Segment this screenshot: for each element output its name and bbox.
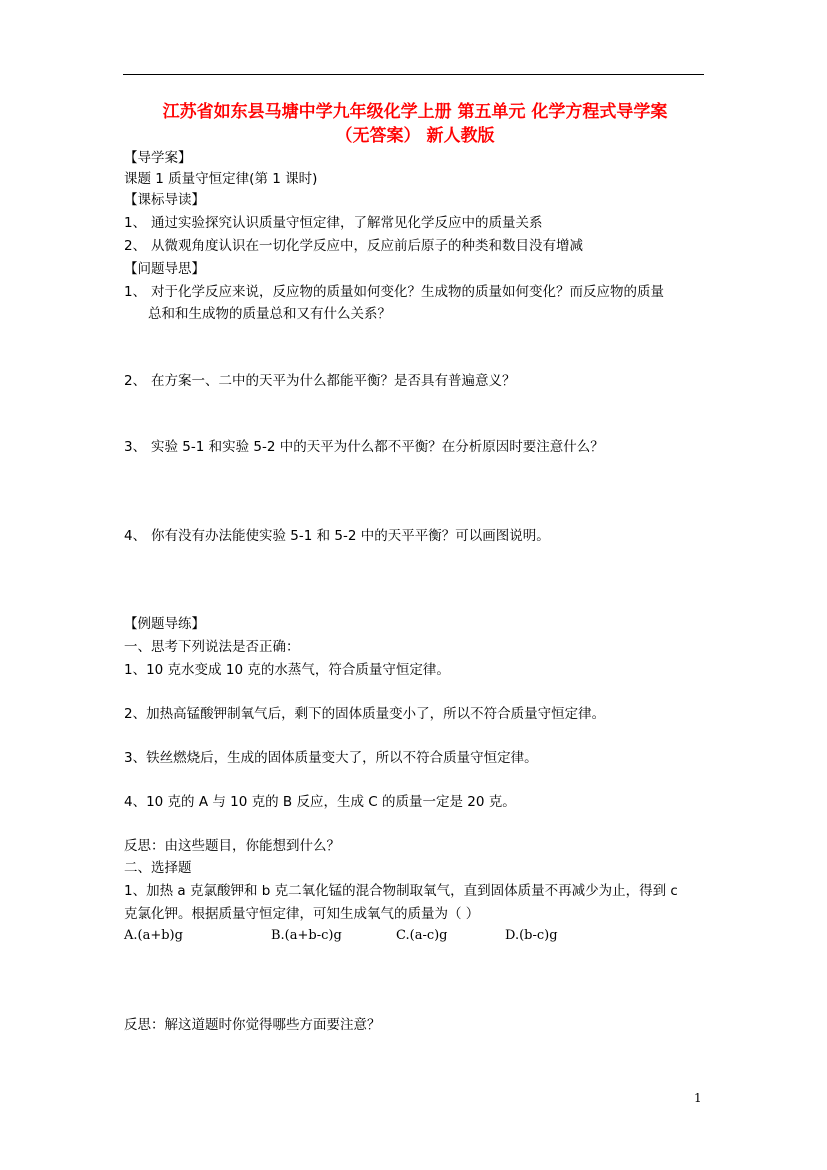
standard-text: 通过实验探究认识质量守恒定律，了解常见化学反应中的质量关系 — [151, 215, 543, 231]
option-b: B.(a+b-c)g — [271, 928, 342, 943]
question-number: 3、 — [124, 439, 147, 455]
standard-item — [124, 213, 543, 233]
question-item — [124, 526, 550, 546]
page-number: 1 — [694, 1091, 702, 1105]
question-text: 你有没有办法能使实验 5-1 和 5-2 中的天平平衡？可以画图说明。 — [151, 528, 550, 544]
standards-header: 【课标导读】 — [124, 192, 205, 208]
option-c: C.(a-c)g — [396, 928, 448, 943]
mc-question-line-1: 1、加热 a 克氯酸钾和 b 克二氧化锰的混合物制取氧气，直到固体质量不再减少为止，得到 c — [124, 883, 678, 899]
question-text: 在方案一、二中的天平为什么都能平衡？是否具有普遍意义？ — [151, 373, 516, 389]
statement-item: 4、10 克的 A 与 10 克的 B 反应，生成 C 的质量一定是 20 克。 — [124, 794, 516, 810]
standard-item — [124, 236, 583, 256]
question-number: 1、 — [124, 284, 147, 300]
option-a: A.(a+b)g — [124, 928, 183, 943]
reflection-prompt: 反思：由这些题目，你能想到什么？ — [124, 838, 340, 854]
question-number: 4、 — [124, 528, 147, 544]
question-item — [124, 371, 516, 391]
statement-item: 2、加热高锰酸钾制氧气后，剩下的固体质量变小了，所以不符合质量守恒定律。 — [124, 706, 606, 722]
statement-item: 3、铁丝燃烧后，生成的固体质量变大了，所以不符合质量守恒定律。 — [124, 750, 538, 766]
question-item — [124, 282, 664, 302]
question-text: 对于化学反应来说，反应物的质量如何变化？生成物的质量如何变化？而反应物的质量 — [151, 284, 664, 300]
standard-number: 1、 — [124, 215, 147, 231]
guide-header: 【导学案】 — [124, 150, 192, 166]
part-two-title: 二、选择题 — [124, 860, 192, 876]
document-title-line-1: 江苏省如东县马塘中学九年级化学上册 第五单元 化学方程式导学案 — [162, 102, 668, 122]
option-d: D.(b-c)g — [505, 928, 558, 943]
header-rule — [123, 74, 704, 75]
standard-text: 从微观角度认识在一切化学反应中，反应前后原子的种类和数目没有增减 — [151, 238, 583, 254]
question-number: 2、 — [124, 373, 147, 389]
part-one-title: 一、思考下列说法是否正确： — [124, 639, 300, 655]
question-continuation: 总和和生成物的质量总和又有什么关系？ — [148, 306, 391, 322]
questions-header: 【问题导思】 — [124, 261, 205, 277]
question-text: 实验 5-1 和实验 5-2 中的天平为什么都不平衡？在分析原因时要注意什么？ — [151, 439, 604, 455]
reflection-prompt: 反思：解这道题时你觉得哪些方面要注意？ — [124, 1017, 381, 1033]
question-item — [124, 437, 604, 457]
statement-item: 1、10 克水变成 10 克的水蒸气，符合质量守恒定律。 — [124, 662, 450, 678]
examples-header: 【例题导练】 — [124, 616, 205, 632]
lesson-title: 课题 1 质量守恒定律(第 1 课时) — [124, 171, 318, 187]
document-title-line-2: （无答案） 新人教版 — [335, 126, 495, 146]
standard-number: 2、 — [124, 238, 147, 254]
mc-question-line-2: 克氯化钾。根据质量守恒定律，可知生成氧气的质量为（ ） — [124, 906, 480, 922]
